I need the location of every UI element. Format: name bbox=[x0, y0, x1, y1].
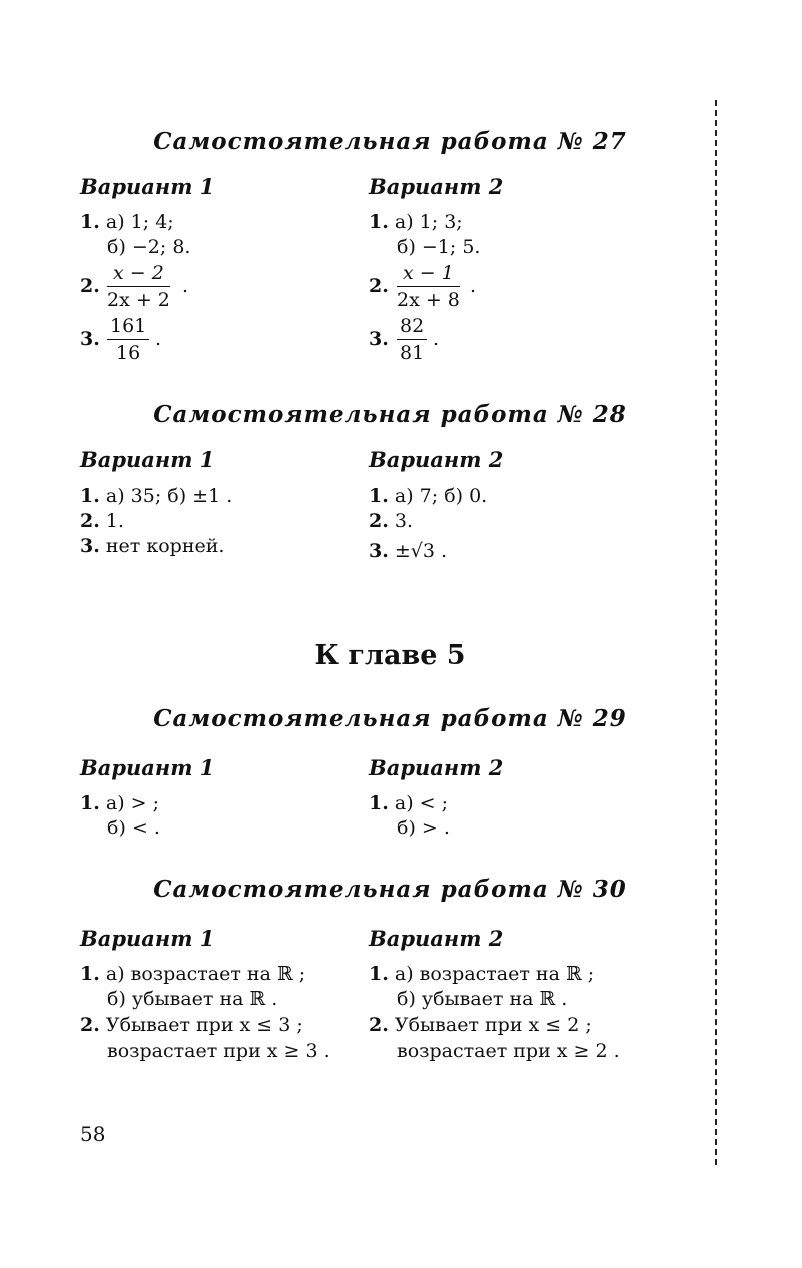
item-number: 1. bbox=[369, 963, 389, 985]
item-number: 2. bbox=[80, 510, 100, 532]
period: . bbox=[470, 275, 477, 297]
section-heading: Самостоятельная работа № 29 bbox=[153, 705, 627, 732]
answer-text: Убывает при x ≤ 3 ; bbox=[105, 1014, 303, 1036]
answer-line bbox=[80, 211, 174, 233]
variant-1-title: Вариант 1 bbox=[80, 926, 215, 951]
answer-line bbox=[80, 963, 305, 985]
answer-line bbox=[80, 1014, 303, 1036]
period: . bbox=[155, 328, 162, 350]
answer-line bbox=[369, 792, 448, 814]
denominator: 2x + 8 bbox=[397, 289, 460, 311]
item-number: 2. bbox=[369, 510, 389, 532]
answer-text: а) 1; 4; bbox=[105, 211, 174, 233]
item-number: 1. bbox=[80, 485, 100, 507]
denominator: 2x + 2 bbox=[107, 289, 170, 311]
item-number: 1. bbox=[80, 963, 100, 985]
item-number: 2. bbox=[80, 275, 100, 297]
answer-text: а) возрастает на ℝ ; bbox=[105, 963, 306, 985]
answer-text: а) > ; bbox=[105, 792, 160, 814]
chapter-title: К главе 5 bbox=[314, 640, 466, 671]
answer-text: а) 1; 3; bbox=[394, 211, 463, 233]
item-number: 1. bbox=[80, 211, 100, 233]
answer-line bbox=[369, 1014, 592, 1036]
variant-1-title: Вариант 1 bbox=[80, 447, 215, 472]
item-number: 1. bbox=[369, 485, 389, 507]
answer-line: возрастает при x ≥ 2 . bbox=[397, 1040, 620, 1062]
answer-line: б) убывает на ℝ . bbox=[397, 988, 568, 1010]
fraction bbox=[107, 262, 170, 311]
item-number: 3. bbox=[80, 328, 100, 350]
variant-2-title: Вариант 2 bbox=[369, 755, 504, 780]
answer-text: 3. bbox=[394, 510, 414, 532]
answer-line bbox=[369, 510, 413, 532]
page-number: 58 bbox=[80, 1122, 106, 1146]
answer-text: а) 7; б) 0. bbox=[394, 485, 488, 507]
item-number: 3. bbox=[369, 328, 389, 350]
answer-line: б) > . bbox=[397, 817, 450, 839]
fraction bbox=[107, 315, 149, 364]
answer-line: б) убывает на ℝ . bbox=[107, 988, 278, 1010]
cut-line bbox=[715, 100, 717, 1165]
item-number: 3. bbox=[369, 540, 389, 562]
fraction bbox=[397, 262, 460, 311]
answer-text: Убывает при x ≤ 2 ; bbox=[394, 1014, 592, 1036]
variant-2-title: Вариант 2 bbox=[369, 926, 504, 951]
period: . bbox=[433, 328, 440, 350]
answer-text: а) < ; bbox=[394, 792, 449, 814]
fraction bbox=[397, 315, 427, 364]
item-number: 2. bbox=[369, 1014, 389, 1036]
item-number: 3. bbox=[80, 535, 100, 557]
variant-2-title: Вариант 2 bbox=[369, 174, 504, 199]
section-heading: Самостоятельная работа № 30 bbox=[153, 876, 627, 903]
item-number: 1. bbox=[369, 211, 389, 233]
period: . bbox=[182, 275, 189, 297]
item-number: 1. bbox=[369, 792, 389, 814]
numerator: 82 bbox=[397, 315, 427, 340]
variant-1-title: Вариант 1 bbox=[80, 174, 215, 199]
answer-line: б) −1; 5. bbox=[397, 236, 481, 258]
answer-line: б) < . bbox=[107, 817, 160, 839]
answer-text: нет корней. bbox=[105, 535, 225, 557]
answer-text: ±√3 . bbox=[394, 540, 448, 562]
answer-line bbox=[369, 540, 447, 562]
answer-line bbox=[369, 485, 487, 507]
answer-line bbox=[80, 535, 224, 557]
section-heading: Самостоятельная работа № 28 bbox=[153, 401, 627, 428]
answer-text: 1. bbox=[105, 510, 125, 532]
answer-text: а) возрастает на ℝ ; bbox=[394, 963, 595, 985]
answer-text: а) 35; б) ±1 . bbox=[105, 485, 233, 507]
answer-line bbox=[80, 485, 232, 507]
numerator: x − 2 bbox=[107, 262, 170, 287]
variant-1-title: Вариант 1 bbox=[80, 755, 215, 780]
denominator: 81 bbox=[400, 342, 425, 364]
denominator: 16 bbox=[116, 342, 141, 364]
item-number: 1. bbox=[80, 792, 100, 814]
answer-line: б) −2; 8. bbox=[107, 236, 191, 258]
answer-line bbox=[80, 792, 159, 814]
variant-2-title: Вариант 2 bbox=[369, 447, 504, 472]
section-heading: Самостоятельная работа № 27 bbox=[153, 128, 627, 155]
numerator: 161 bbox=[107, 315, 149, 340]
numerator: x − 1 bbox=[397, 262, 460, 287]
answer-line bbox=[369, 211, 463, 233]
answer-line: возрастает при x ≥ 3 . bbox=[107, 1040, 330, 1062]
item-number: 2. bbox=[369, 275, 389, 297]
answer-line bbox=[80, 510, 124, 532]
answer-line bbox=[369, 963, 594, 985]
item-number: 2. bbox=[80, 1014, 100, 1036]
